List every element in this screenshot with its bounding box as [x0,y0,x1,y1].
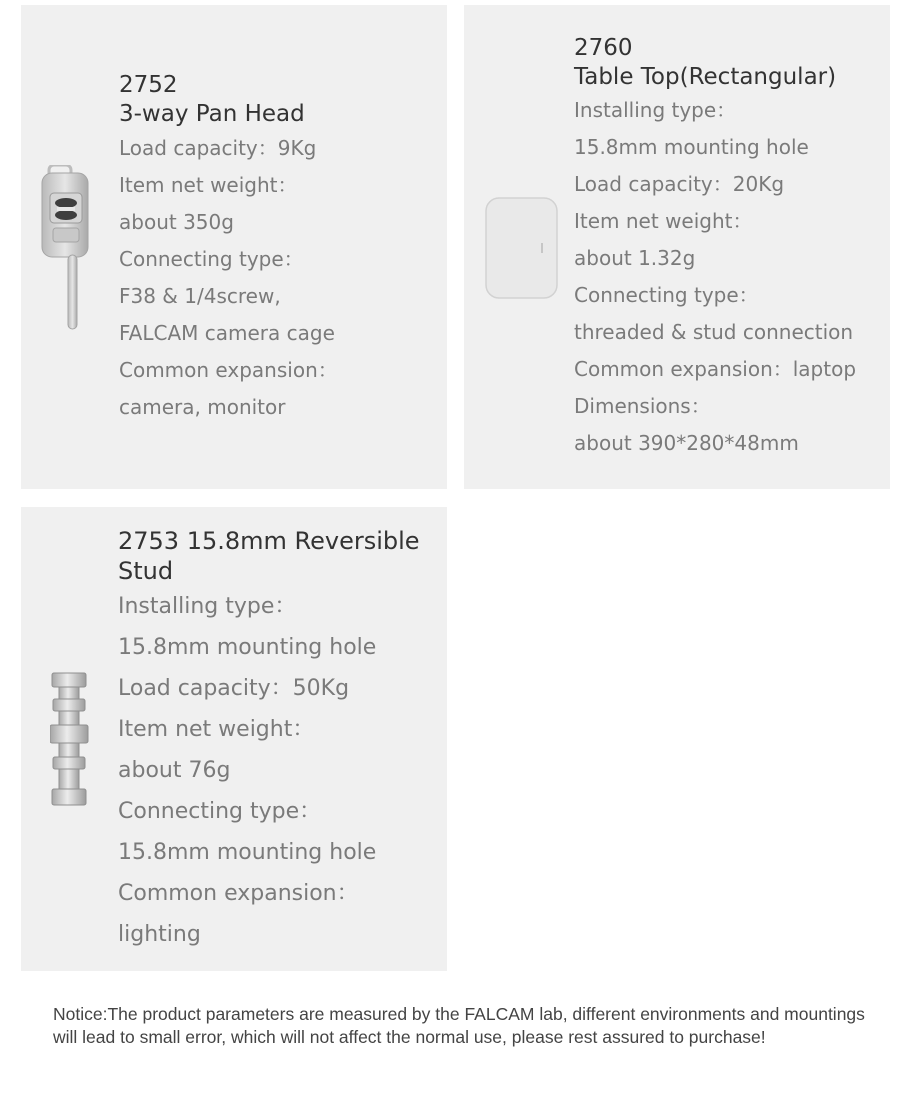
reversible-stud-icon [50,671,90,807]
spec-line: Installing type： [118,594,297,619]
spec-line: Common expansion：laptop [574,357,857,381]
product-card-2760 [464,5,890,489]
product-number: 2752 [119,72,178,98]
spec-line: Load capacity：20Kg [574,172,785,196]
spec-line: about 350g [119,210,234,234]
product-title-2753 [118,526,420,586]
spec-line: about 76g [118,758,231,783]
spec-list [118,586,420,955]
spec-line: Item net weight： [119,173,298,197]
product-name: Table Top(Rectangular) [574,64,837,90]
spec-line: about 1.32g [574,246,696,270]
spec-line: F38 & 1/4screw, [119,284,281,308]
spec-line: Item net weight： [574,209,753,233]
product-title-2752 [119,71,338,129]
spec-line: about 390*280*48mm [574,431,799,455]
spec-line: Load capacity：50Kg [118,676,350,701]
spec-line: Common expansion： [118,881,359,906]
product-card-2753 [21,507,447,971]
spec-line: threaded & stud connection [574,320,854,344]
product-title-2760 [574,34,856,92]
spec-line: Connecting type： [118,799,322,824]
spec-line: 15.8mm mounting hole [118,635,377,660]
spec-line: lighting [118,922,201,947]
spec-line: Common expansion： [119,358,338,382]
product-card-2752 [21,5,447,489]
spec-list [119,130,338,426]
spec-list [574,92,856,462]
spec-line: 15.8mm mounting hole [118,840,377,865]
product-number-and-name: 2753 15.8mm Reversible [118,527,420,555]
spec-line: FALCAM camera cage [119,321,335,345]
spec-line: camera, monitor [119,395,286,419]
product-number: 2760 [574,35,633,61]
spec-line: Connecting type： [119,247,304,271]
spec-line: Dimensions： [574,394,711,418]
spec-line: Item net weight： [118,717,315,742]
pan-head-icon [39,165,91,335]
notice-text: Notice:The product parameters are measured by the FALCAM lab, different environments and mountings will lead to small error, which will not affect the normal use, please rest assured to purchase! [53,1004,865,1047]
spec-line: Load capacity：9Kg [119,136,317,160]
table-top-icon [485,197,559,301]
spec-line: Installing type： [574,98,737,122]
spec-line: Connecting type： [574,283,759,307]
product-name: 3-way Pan Head [119,101,305,127]
spec-line: 15.8mm mounting hole [574,135,809,159]
product-name: Stud [118,557,174,585]
